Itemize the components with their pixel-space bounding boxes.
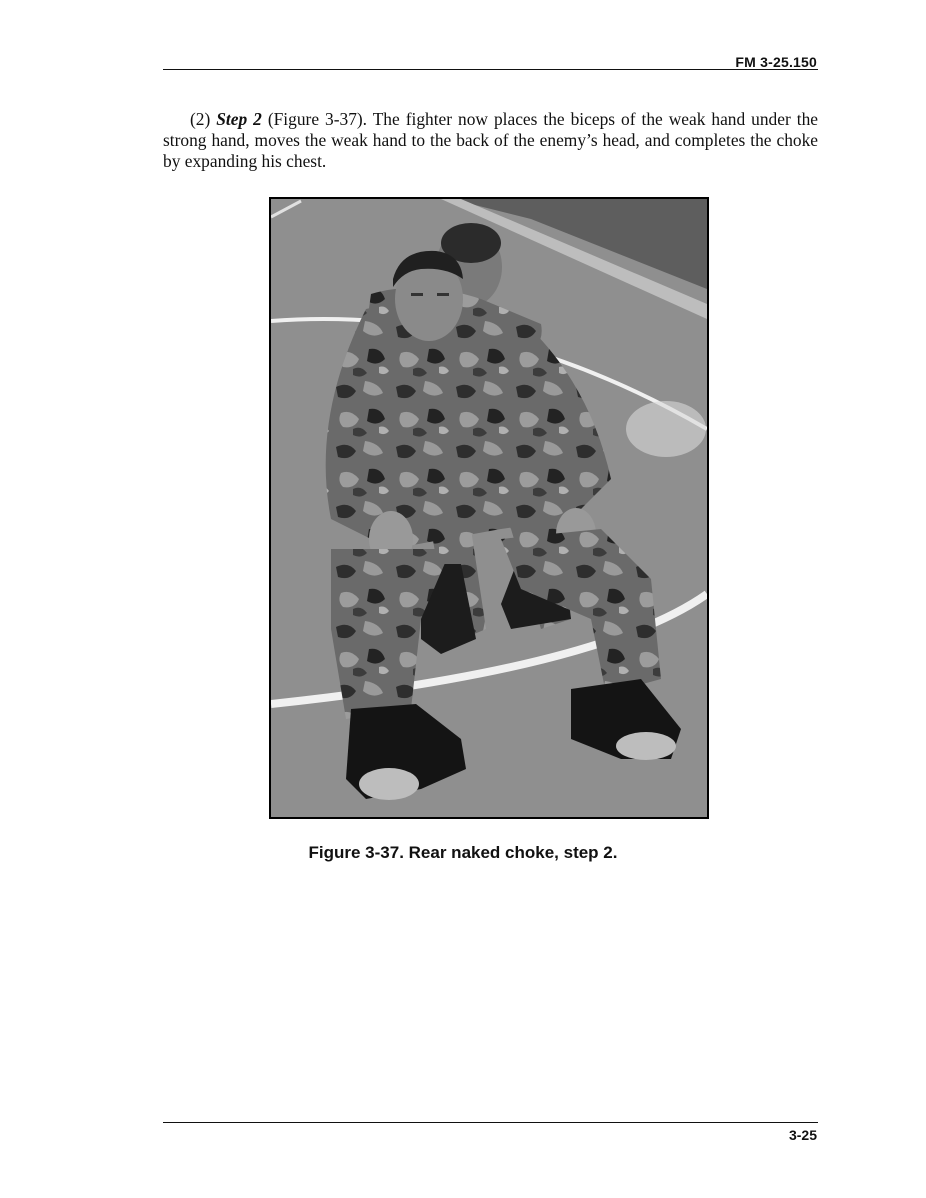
header-rule [163, 69, 818, 70]
document-reference: FM 3-25.150 [735, 54, 817, 70]
paragraph-number: (2) [190, 109, 211, 129]
page-number: 3-25 [788, 1127, 817, 1143]
figure-caption: Figure 3-37. Rear naked choke, step 2. [308, 843, 618, 862]
figure-photo [269, 197, 709, 819]
paragraph-text: (Figure 3-37). The fighter now places the biceps of the weak hand under the strong hand, moves the weak hand to the back of the enemy’s head, and completes the choke by expanding his chest. [163, 109, 818, 171]
photo-illustration [271, 199, 707, 817]
step-label: Step 2 [216, 109, 262, 129]
step-paragraph [163, 109, 818, 172]
footer-rule [163, 1122, 818, 1123]
